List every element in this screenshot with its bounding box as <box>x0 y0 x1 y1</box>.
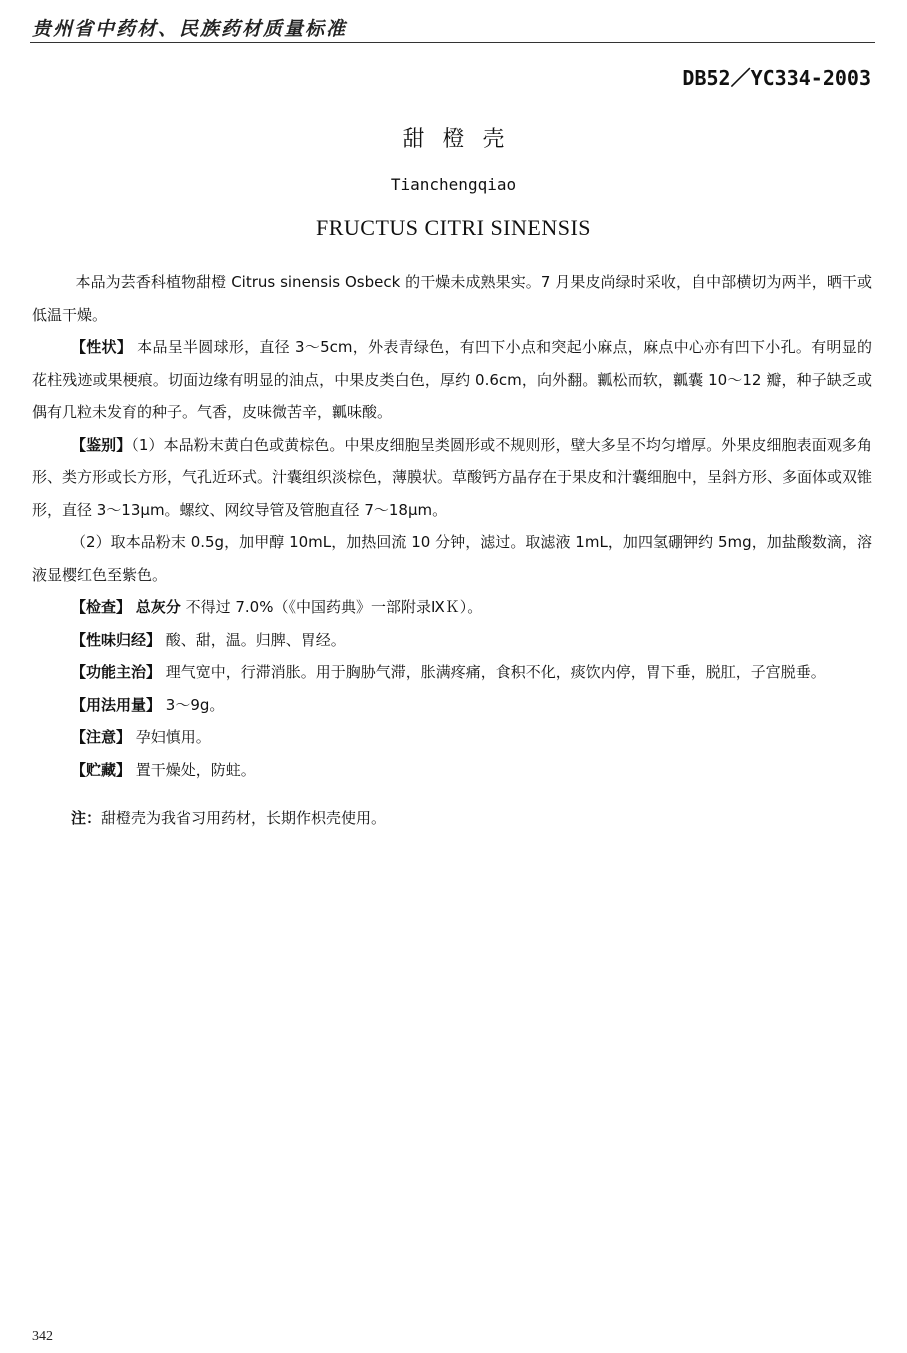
usage-label: 【用法用量】 <box>71 695 162 714</box>
character-section <box>32 331 872 429</box>
nature-label: 【性味归经】 <box>71 630 162 649</box>
inspection-section <box>32 591 872 624</box>
inspection-sublabel: 总灰分 <box>135 598 181 616</box>
header-rule <box>30 42 875 43</box>
note-text: 甜橙壳为我省习用药材，长期作枳壳使用。 <box>101 809 387 827</box>
note-label: 注： <box>71 809 102 827</box>
identification-text-2: （2）取本品粉末 0.5g，加甲醇 10mL，加热回流 10 分钟，滤过。取滤液 1mL，加四氢硼钾约 5mg，加盐酸数滴，溶液显樱红色至紫色。 <box>32 533 872 584</box>
storage-label: 【贮藏】 <box>71 760 132 779</box>
identification-label: 【鉴别】 <box>71 435 132 454</box>
running-header: 贵州省中药材、民族药材质量标准 <box>32 18 348 40</box>
monograph-body <box>32 266 872 835</box>
usage-text: 3～9g。 <box>165 695 225 714</box>
title-pinyin: Tianchengqiao <box>390 175 517 194</box>
title-chinese: 甜橙壳 <box>402 127 523 152</box>
title-latin: FRUCTUS CITRI SINENSIS <box>315 215 592 240</box>
function-label: 【功能主治】 <box>71 663 162 681</box>
identification-section <box>32 429 872 527</box>
function-section <box>32 656 872 689</box>
nature-text: 酸、甜，温。归脾、胃经。 <box>165 630 346 649</box>
storage-text: 置干燥处，防蛀。 <box>135 760 256 779</box>
caution-section <box>32 721 872 754</box>
intro-paragraph: 本品为芸香科植物甜橙 Citrus sinensis Osbeck 的干燥未成熟果实。7 月果皮尚绿时采收，自中部横切为两半，晒干或低温干燥。 <box>32 273 872 324</box>
caution-label: 【注意】 <box>71 728 132 746</box>
standard-number: DB52／YC334-2003 <box>682 66 871 90</box>
page-number: 342 <box>32 1329 53 1344</box>
caution-text: 孕妇慎用。 <box>135 728 211 746</box>
inspection-text: 不得过 7.0%（《中国药典》一部附录ⅨＫ）。 <box>185 598 483 616</box>
nature-section <box>32 624 872 657</box>
character-text: 本品呈半圆球形，直径 3～5cm，外表青绿色，有凹下小点和突起小麻点，麻点中心亦有凹下小孔。有明显的花柱残迹或果梗痕。切面边缘有明显的油点，中果皮类白色，厚约 0.6cm，向外翻。瓤松而软，瓤囊 10～12 瓣，种子缺乏或偶有几粒未发育的种子。气香，皮味微苦辛，瓤味酸。 <box>32 338 872 421</box>
character-label: 【性状】 <box>71 338 133 356</box>
identification-text-1: （1）本品粉末黄白色或黄棕色。中果皮细胞呈类圆形或不规则形，壁大多呈不均匀增厚。外果皮细胞表面观多角形、类方形或长方形，气孔近环式。汁囊组织淡棕色，薄膜状。草酸钙方晶存在于果皮和汁囊细胞中，呈斜方形、多面体或双锥形，直径 3～13μm。螺纹、网纹导管及管胞直径 7～18μm。 <box>32 435 873 519</box>
storage-section <box>32 754 872 787</box>
usage-section <box>32 689 872 722</box>
function-text: 理气宽中，行滞消胀。用于胸胁气滞，胀满疼痛，食积不化，痰饮内停，胃下垂，脱肛，子宫脱垂。 <box>165 663 826 681</box>
inspection-label: 【检查】 <box>71 598 132 616</box>
note-section <box>32 802 872 835</box>
